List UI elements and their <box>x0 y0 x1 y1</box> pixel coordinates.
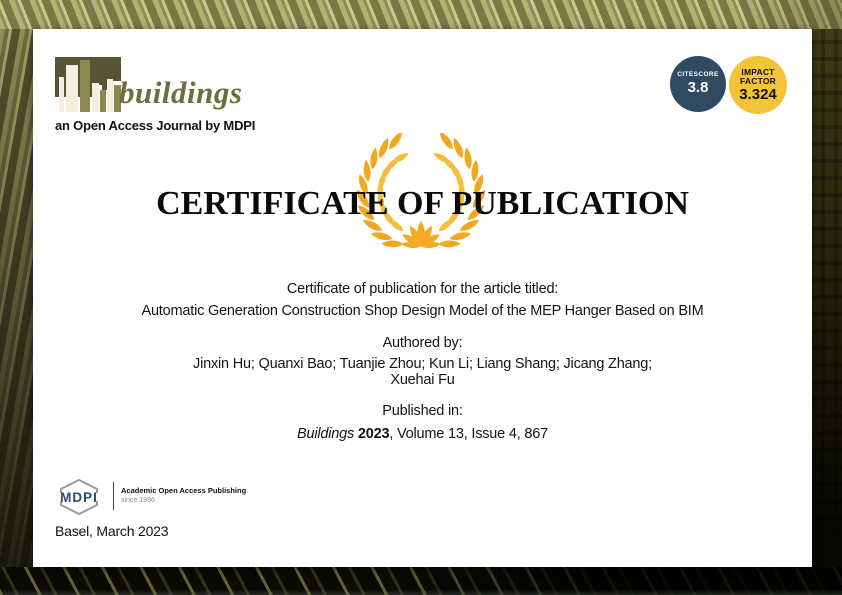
journal-tagline: an Open Access Journal by MDPI <box>55 118 256 133</box>
journal-wordmark: buildings <box>119 75 243 110</box>
citescore-value: 3.8 <box>687 79 709 97</box>
publisher-divider <box>113 482 114 510</box>
authored-by-label: Authored by: <box>382 335 463 351</box>
place-date: Basel, March 2023 <box>55 523 169 539</box>
background-texture-bottom <box>0 567 842 595</box>
mdpi-hexagon-icon <box>55 478 103 516</box>
authors-line-1: Jinxin Hu; Quanxi Bao; Tuanjie Zhou; Kun Li; Liang Shang; Jicang Zhang; <box>193 356 652 372</box>
publisher-line-2: since 1996 <box>121 497 155 504</box>
citescore-label: CITESCORE <box>677 71 719 79</box>
background-texture-left <box>0 29 33 567</box>
certificate-sheet <box>33 29 812 567</box>
citation-journal: Buildings <box>297 426 355 442</box>
citation-year: 2023 <box>354 426 390 442</box>
impact-factor-label-1: IMPACT <box>741 66 775 77</box>
authors-line-2: Xuehai Fu <box>390 372 455 388</box>
impact-factor-value: 3.324 <box>739 85 777 103</box>
citescore-badge <box>670 56 726 112</box>
intro-line: Certificate of publication for the article titled: <box>286 281 559 297</box>
mdpi-logo-text: MDPI <box>60 490 98 505</box>
published-in-label: Published in: <box>382 403 463 419</box>
background-texture-top <box>0 0 842 29</box>
publisher-line-1: Academic Open Access Publishing <box>121 486 247 495</box>
buildings-logo-icon <box>55 57 121 112</box>
certificate-title: CERTIFICATE OF PUBLICATION <box>156 185 689 222</box>
citation-rest: , Volume 13, Issue 4, 867 <box>389 426 548 442</box>
background-texture-right <box>812 29 842 567</box>
impact-factor-label-2: FACTOR <box>740 75 776 86</box>
article-title: Automatic Generation Construction Shop Design Model of the MEP Hanger Based on BIM <box>141 303 704 319</box>
impact-factor-badge <box>729 56 787 114</box>
citation-line <box>33 426 812 442</box>
